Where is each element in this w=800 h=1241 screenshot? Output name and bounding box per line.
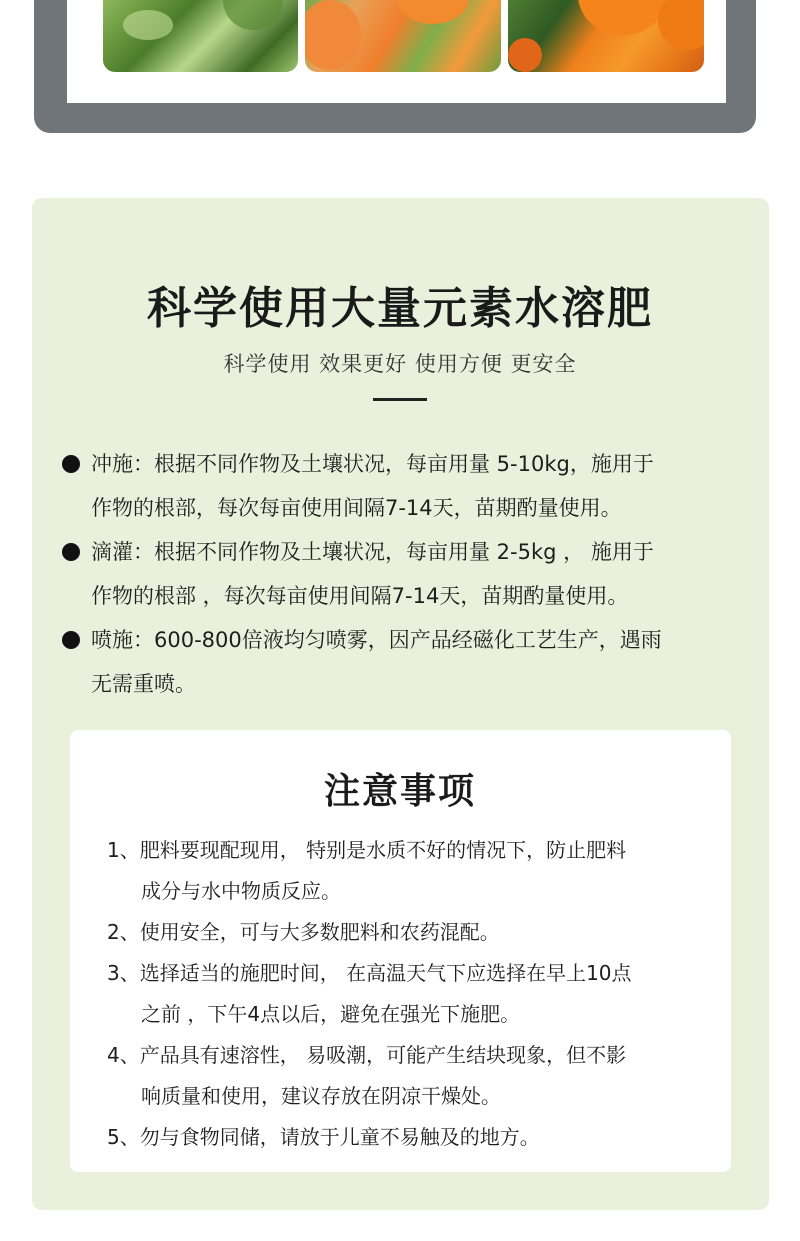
page-subtitle: 科学使用 效果更好 使用方便 更安全 — [223, 352, 577, 376]
title-divider — [373, 398, 427, 401]
citrus-leaves-photo — [103, 0, 298, 72]
notice-title: 注意事项 — [323, 771, 476, 812]
notice-text: 2、使用安全，可与大多数肥料和农药混配。 — [107, 920, 500, 944]
method-text: 作物的根部，每次每亩使用间隔7-14天，苗期酌量使用。 — [91, 496, 622, 520]
bullet-icon — [62, 543, 80, 561]
method-text: 喷施：600-800倍液均匀喷雾，因产品经磁化工艺生产，遇雨 — [91, 628, 662, 652]
method-item-spray — [62, 618, 752, 706]
notice-text: 1、肥料要现配现用， 特别是水质不好的情况下，防止肥料 — [107, 838, 627, 862]
citrus-fruit-photo — [305, 0, 501, 72]
notice-text: 响质量和使用，建议存放在阴凉干燥处。 — [141, 1084, 501, 1108]
notice-item — [107, 830, 717, 912]
notice-item — [107, 912, 717, 953]
method-item-flush — [62, 442, 752, 530]
notice-text: 4、产品具有速溶性， 易吸潮，可能产生结块现象，但不影 — [107, 1043, 627, 1067]
notice-item — [107, 953, 717, 1035]
notice-text: 成分与水中物质反应。 — [141, 879, 341, 903]
method-item-drip — [62, 530, 752, 618]
orange-fruit-photo — [508, 0, 704, 72]
notice-text: 之前 ，下午4点以后，避免在强光下施肥。 — [141, 1002, 521, 1026]
method-text: 作物的根部 ，每次每亩使用间隔7-14天，苗期酌量使用。 — [91, 584, 629, 608]
method-text: 冲施：根据不同作物及土壤状况，每亩用量 5-10kg，施用于 — [91, 452, 654, 476]
method-text: 滴灌：根据不同作物及土壤状况，每亩用量 2-5kg ， 施用于 — [91, 540, 654, 564]
bullet-icon — [62, 631, 80, 649]
notice-text: 5、勿与食物同储，请放于儿童不易触及的地方。 — [107, 1125, 540, 1149]
method-text: 无需重喷。 — [91, 672, 196, 696]
notice-text: 3、选择适当的施肥时间， 在高温天气下应选择在早上10点 — [107, 961, 632, 985]
bullet-icon — [62, 455, 80, 473]
page-title: 科学使用大量元素水溶肥 — [147, 283, 653, 334]
notice-item — [107, 1117, 717, 1158]
notice-item — [107, 1035, 717, 1117]
